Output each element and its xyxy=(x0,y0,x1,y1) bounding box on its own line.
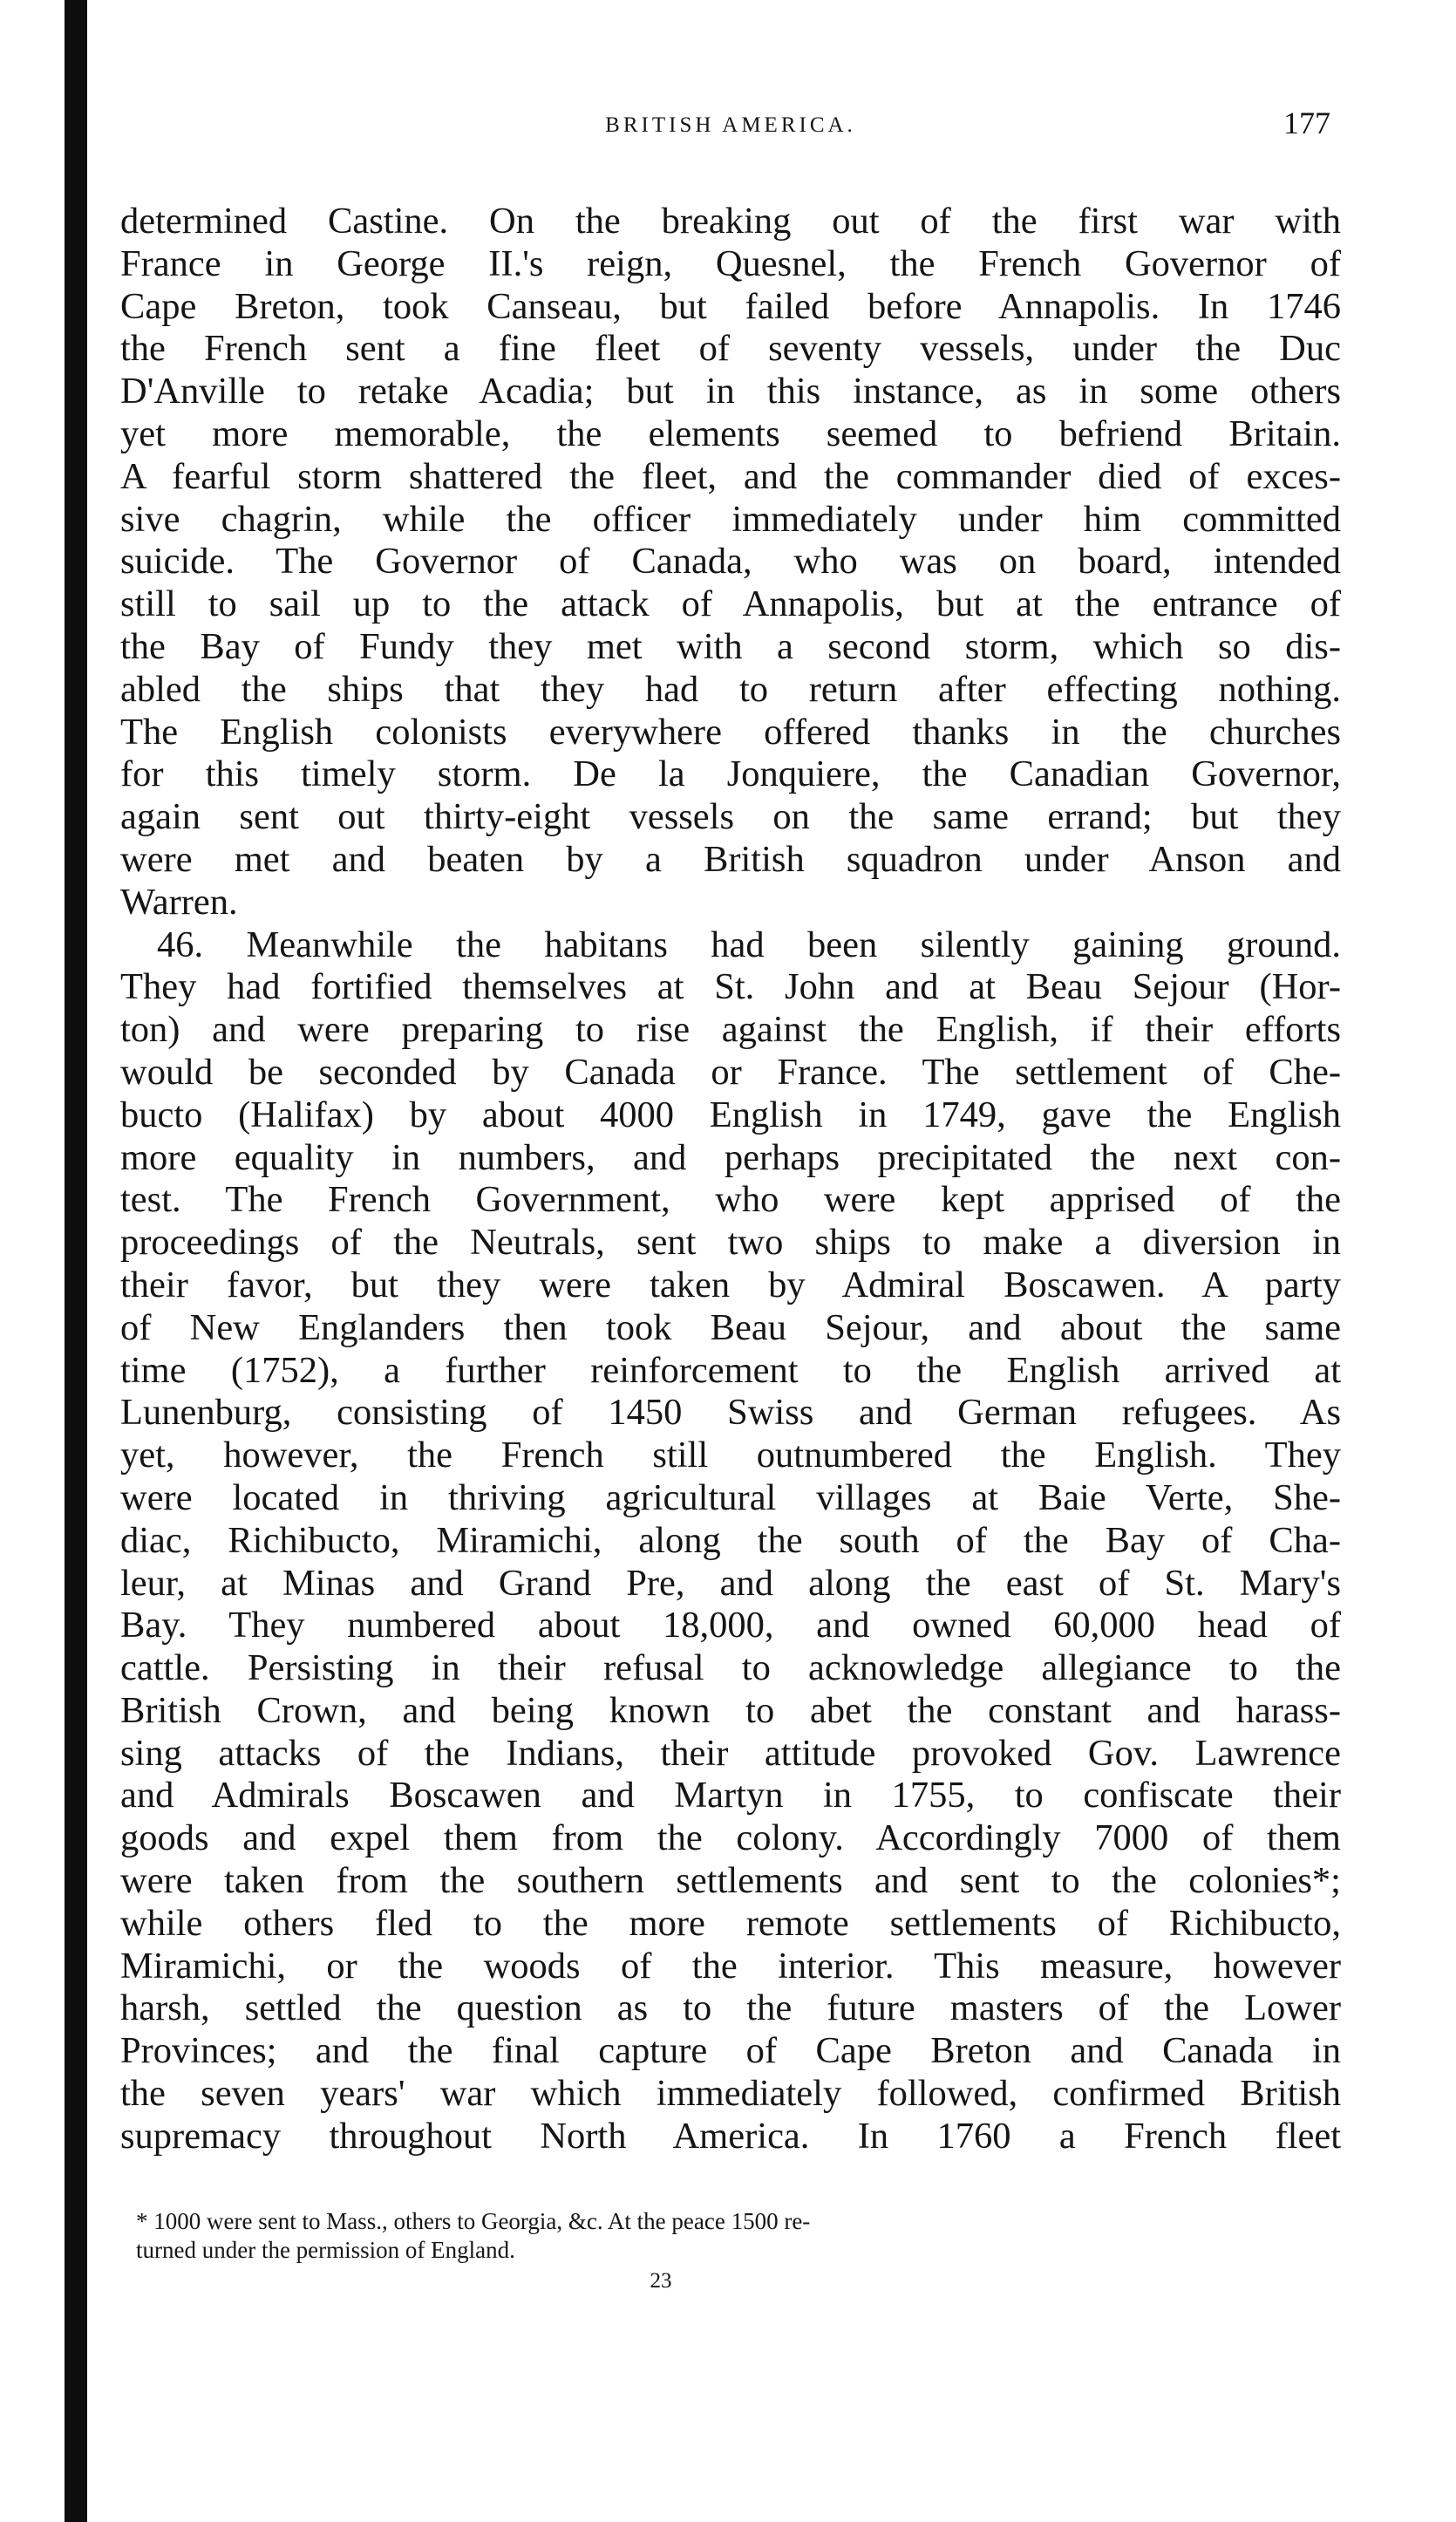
text-line: test. The French Government, who were kept apprised of the xyxy=(120,1179,1341,1221)
body-text xyxy=(120,201,1341,2158)
text-line: the French sent a fine fleet of seventy vessels, under the Duc xyxy=(120,328,1341,370)
footnote-line: turned under the permission of England. xyxy=(136,2236,515,2263)
running-title: BRITISH AMERICA. xyxy=(605,113,856,137)
text-line: determined Castine. On the breaking out of the first war with xyxy=(120,201,1341,242)
text-line: diac, Richibucto, Miramichi, along the south of the Bay of Cha- xyxy=(120,1519,1341,1561)
footnote xyxy=(120,2207,1341,2265)
text-line: cattle. Persisting in their refusal to acknowledge allegiance to the xyxy=(120,1647,1341,1689)
text-line: Cape Breton, took Canseau, but failed before Annapolis. In 1746 xyxy=(120,285,1341,327)
text-line: France in George II.'s reign, Quesnel, the French Governor of xyxy=(120,242,1341,284)
text-line: A fearful storm shattered the fleet, and the commander died of exces- xyxy=(120,455,1341,497)
text-line: bucto (Halifax) by about 4000 English in 1749, gave the English xyxy=(120,1094,1341,1135)
text-line: would be seconded by Canada or France. The settlement of Che- xyxy=(120,1051,1341,1093)
text-line: proceedings of the Neutrals, sent two ships to make a diversion in xyxy=(120,1222,1341,1264)
text-line: D'Anville to retake Acadia; but in this instance, as in some others xyxy=(120,371,1341,412)
text-line: suicide. The Governor of Canada, who was on board, intended xyxy=(120,541,1341,583)
text-line: sive chagrin, while the officer immediately under him committed xyxy=(120,498,1341,540)
text-line: harsh, settled the question as to the future masters of the Lower xyxy=(120,1987,1341,2029)
text-line: supremacy throughout North America. In 1760 a French fleet xyxy=(120,2115,1341,2157)
book-page xyxy=(120,105,1341,2294)
page-binding-edge xyxy=(65,0,87,2522)
text-line: leur, at Minas and Grand Pre, and along the east of St. Mary's xyxy=(120,1562,1341,1604)
text-line: yet, however, the French still outnumbered the English. They xyxy=(120,1435,1341,1476)
running-header xyxy=(120,105,1341,143)
text-line: time (1752), a further reinforcement to the English arrived at xyxy=(120,1349,1341,1391)
text-line: again sent out thirty-eight vessels on the same errand; but they xyxy=(120,796,1341,838)
text-line: were located in thriving agricultural villages at Baie Verte, She- xyxy=(120,1476,1341,1518)
text-line: ton) and were preparing to rise against the English, if their efforts xyxy=(120,1009,1341,1051)
text-line: still to sail up to the attack of Annapolis, but at the entrance of xyxy=(120,583,1341,625)
text-line: their favor, but they were taken by Admiral Boscawen. A party xyxy=(120,1264,1341,1305)
text-line: They had fortified themselves at St. John and at Beau Sejour (Hor- xyxy=(120,966,1341,1008)
text-line: Warren. xyxy=(120,881,238,923)
text-line: were taken from the southern settlements and sent to the colonies*; xyxy=(120,1860,1341,1902)
text-line: Lunenburg, consisting of 1450 Swiss and German refugees. As xyxy=(120,1392,1341,1434)
footnote-line: * 1000 were sent to Mass., others to Georgia, &c. At the peace 1500 re- xyxy=(136,2207,811,2234)
text-line: goods and expel them from the colony. Accordingly 7000 of them xyxy=(120,1817,1341,1859)
paragraph-start-line: 46. Meanwhile the habitans had been silently gaining ground. xyxy=(157,924,1341,965)
text-line: for this timely storm. De la Jonquiere, the Canadian Governor, xyxy=(120,753,1341,795)
text-line: The English colonists everywhere offered thanks in the churches xyxy=(120,711,1341,753)
text-line: were met and beaten by a British squadron under Anson and xyxy=(120,838,1341,880)
text-line: sing attacks of the Indians, their attitude provoked Gov. Lawrence xyxy=(120,1732,1341,1774)
text-line: the Bay of Fundy they met with a second storm, which so dis- xyxy=(120,625,1341,667)
text-line: the seven years' war which immediately followed, confirmed British xyxy=(120,2073,1341,2115)
text-line: of New Englanders then took Beau Sejour, and about the same xyxy=(120,1306,1341,1348)
printer-signature-mark: 23 xyxy=(650,2268,672,2293)
page-number: 177 xyxy=(1283,106,1330,140)
text-line: Provinces; and the final capture of Cape Breton and Canada in xyxy=(120,2030,1341,2072)
text-line: Miramichi, or the woods of the interior. This measure, however xyxy=(120,1945,1341,1987)
text-line: yet more memorable, the elements seemed to befriend Britain. xyxy=(120,412,1341,454)
text-line: British Crown, and being known to abet the constant and harass- xyxy=(120,1689,1341,1731)
text-line: abled the ships that they had to return after effecting nothing. xyxy=(120,668,1341,710)
text-line: while others fled to the more remote settlements of Richibucto, xyxy=(120,1902,1341,1944)
text-line: more equality in numbers, and perhaps precipitated the next con- xyxy=(120,1136,1341,1178)
text-line: and Admirals Boscawen and Martyn in 1755, to confiscate their xyxy=(120,1775,1341,1817)
text-line: Bay. They numbered about 18,000, and owned 60,000 head of xyxy=(120,1605,1341,1646)
